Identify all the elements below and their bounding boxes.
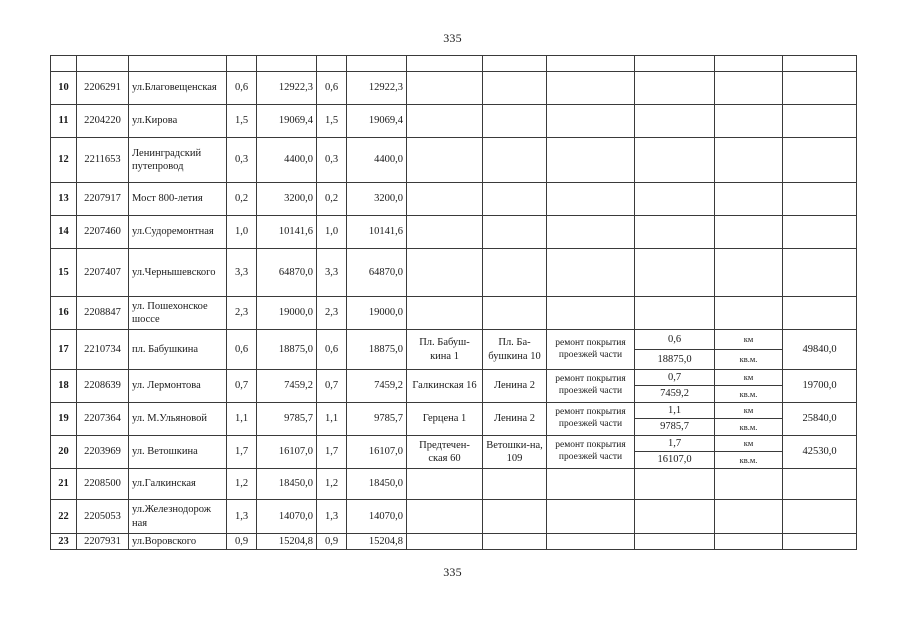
road-name: ул. Лермонтова: [129, 370, 227, 403]
road-area: 19069,4: [257, 105, 317, 138]
table-row: [51, 436, 857, 452]
road-code: 2205053: [77, 500, 129, 534]
work-type: ремонт покрытия проезжей части: [547, 436, 635, 469]
road-length: 0,7: [227, 370, 257, 403]
road-name: ул.Галкинская: [129, 469, 227, 500]
road-code: 2208847: [77, 297, 129, 330]
road-length: 0,3: [227, 138, 257, 183]
row-number: 23: [51, 534, 77, 550]
road-code: 2207917: [77, 183, 129, 216]
road-length: 1,0: [227, 216, 257, 249]
empty-cell: [715, 534, 783, 550]
road-area-2: 19000,0: [347, 297, 407, 330]
road-length: 0,6: [227, 72, 257, 105]
road-code: 2208500: [77, 469, 129, 500]
volume-length: 1,1: [635, 403, 715, 419]
empty-cell: [783, 249, 857, 297]
table-row: [51, 183, 857, 216]
empty-cell: [483, 138, 547, 183]
row-number: 15: [51, 249, 77, 297]
row-number: 12: [51, 138, 77, 183]
road-name: ул.Благовещенская: [129, 72, 227, 105]
page-number-top: 335: [443, 31, 462, 45]
empty-cell: [407, 56, 483, 72]
table-row: [51, 500, 857, 534]
cost: 19700,0: [783, 370, 857, 403]
page-number-bottom: 335: [443, 565, 462, 579]
table-row: [51, 72, 857, 105]
unit-sqm: кв.м.: [715, 350, 783, 370]
volume-area: 16107,0: [635, 452, 715, 469]
road-area: 9785,7: [257, 403, 317, 436]
road-code: 2207407: [77, 249, 129, 297]
road-length: 0,9: [227, 534, 257, 550]
road-name: ул.Воровского: [129, 534, 227, 550]
section-to: Пл. Ба-бушкина 10: [483, 330, 547, 370]
road-name: ул. Ветошкина: [129, 436, 227, 469]
row-number: 14: [51, 216, 77, 249]
road-length-2: 1,1: [317, 403, 347, 436]
cost: 42530,0: [783, 436, 857, 469]
table-row: [51, 370, 857, 386]
road-name: ул.Железнодорож ная: [129, 500, 227, 534]
road-area: 64870,0: [257, 249, 317, 297]
road-area-2: 4400,0: [347, 138, 407, 183]
empty-cell: [483, 249, 547, 297]
volume-length: 0,6: [635, 330, 715, 350]
empty-cell: [715, 72, 783, 105]
volume-area: 7459,2: [635, 386, 715, 403]
empty-cell: [407, 297, 483, 330]
road-length: 1,7: [227, 436, 257, 469]
empty-cell: [407, 249, 483, 297]
road-name: Ленинградский путепровод: [129, 138, 227, 183]
empty-cell: [547, 469, 635, 500]
row-number: 20: [51, 436, 77, 469]
road-area-2: 9785,7: [347, 403, 407, 436]
road-length-2: 0,7: [317, 370, 347, 403]
road-code: 2207364: [77, 403, 129, 436]
road-area-2: 18875,0: [347, 330, 407, 370]
empty-cell: [407, 500, 483, 534]
empty-cell: [715, 105, 783, 138]
empty-cell: [483, 534, 547, 550]
table-row: [51, 249, 857, 297]
road-length-2: 1,2: [317, 469, 347, 500]
road-length-2: 3,3: [317, 249, 347, 297]
road-name: ул. Пошехонское шоссе: [129, 297, 227, 330]
road-code: 2206291: [77, 72, 129, 105]
empty-cell: [715, 500, 783, 534]
section-from: Предтечен-ская 60: [407, 436, 483, 469]
road-name: ул.Кирова: [129, 105, 227, 138]
empty-cell: [483, 56, 547, 72]
empty-cell: [783, 105, 857, 138]
empty-cell: [407, 216, 483, 249]
empty-cell: [783, 297, 857, 330]
row-number: 10: [51, 72, 77, 105]
table-row: [51, 534, 857, 550]
empty-cell: [483, 469, 547, 500]
volume-area: 18875,0: [635, 350, 715, 370]
road-length-2: 0,9: [317, 534, 347, 550]
road-length-2: 1,3: [317, 500, 347, 534]
unit-km: км: [715, 370, 783, 386]
empty-cell: [783, 216, 857, 249]
empty-cell: [317, 56, 347, 72]
table-row: [51, 105, 857, 138]
empty-cell: [547, 534, 635, 550]
row-number: 16: [51, 297, 77, 330]
section-to: Ветошки-на, 109: [483, 436, 547, 469]
road-name: пл. Бабушкина: [129, 330, 227, 370]
road-length: 1,2: [227, 469, 257, 500]
unit-sqm: кв.м.: [715, 452, 783, 469]
empty-cell: [715, 216, 783, 249]
empty-cell: [77, 56, 129, 72]
row-number: 13: [51, 183, 77, 216]
empty-cell: [783, 72, 857, 105]
empty-cell: [227, 56, 257, 72]
empty-cell: [483, 105, 547, 138]
empty-cell: [407, 469, 483, 500]
empty-cell: [483, 216, 547, 249]
empty-cell: [51, 56, 77, 72]
work-type: ремонт покрытия проезжей части: [547, 370, 635, 403]
road-code: 2208639: [77, 370, 129, 403]
empty-cell: [715, 249, 783, 297]
table-row: [51, 330, 857, 350]
road-code: 2210734: [77, 330, 129, 370]
empty-cell: [635, 216, 715, 249]
road-area: 15204,8: [257, 534, 317, 550]
empty-cell: [483, 72, 547, 105]
road-length: 1,3: [227, 500, 257, 534]
empty-cell: [783, 469, 857, 500]
road-length-2: 1,5: [317, 105, 347, 138]
section-from: Герцена 1: [407, 403, 483, 436]
section-from: Пл. Бабуш-кина 1: [407, 330, 483, 370]
empty-cell: [547, 249, 635, 297]
row-number: 11: [51, 105, 77, 138]
volume-length: 1,7: [635, 436, 715, 452]
work-type: ремонт покрытия проезжей части: [547, 403, 635, 436]
road-length-2: 0,2: [317, 183, 347, 216]
header-continuation-row: [51, 56, 857, 72]
road-area: 14070,0: [257, 500, 317, 534]
unit-km: км: [715, 436, 783, 452]
road-area-2: 14070,0: [347, 500, 407, 534]
road-length-2: 0,6: [317, 72, 347, 105]
road-length: 0,6: [227, 330, 257, 370]
empty-cell: [635, 534, 715, 550]
row-number: 22: [51, 500, 77, 534]
empty-cell: [635, 72, 715, 105]
table-row: [51, 403, 857, 419]
empty-cell: [715, 297, 783, 330]
empty-cell: [407, 138, 483, 183]
empty-cell: [635, 469, 715, 500]
section-to: Ленина 2: [483, 403, 547, 436]
row-number: 17: [51, 330, 77, 370]
empty-cell: [129, 56, 227, 72]
road-area: 7459,2: [257, 370, 317, 403]
empty-cell: [783, 56, 857, 72]
row-number: 21: [51, 469, 77, 500]
empty-cell: [483, 500, 547, 534]
road-area-2: 16107,0: [347, 436, 407, 469]
empty-cell: [635, 105, 715, 138]
empty-cell: [407, 534, 483, 550]
road-area-2: 3200,0: [347, 183, 407, 216]
road-area: 18450,0: [257, 469, 317, 500]
road-code: 2204220: [77, 105, 129, 138]
empty-cell: [635, 500, 715, 534]
road-code: 2207931: [77, 534, 129, 550]
work-type: ремонт покрытия проезжей части: [547, 330, 635, 370]
road-area: 16107,0: [257, 436, 317, 469]
road-area: 10141,6: [257, 216, 317, 249]
empty-cell: [635, 297, 715, 330]
empty-cell: [257, 56, 317, 72]
road-area: 12922,3: [257, 72, 317, 105]
road-length-2: 1,0: [317, 216, 347, 249]
table-row: [51, 216, 857, 249]
empty-cell: [783, 138, 857, 183]
road-area-2: 7459,2: [347, 370, 407, 403]
unit-sqm: кв.м.: [715, 419, 783, 436]
road-name: Мост 800-летия: [129, 183, 227, 216]
table-row: [51, 297, 857, 330]
road-area: 3200,0: [257, 183, 317, 216]
empty-cell: [547, 183, 635, 216]
road-area: 19000,0: [257, 297, 317, 330]
road-code: 2211653: [77, 138, 129, 183]
empty-cell: [635, 138, 715, 183]
empty-cell: [635, 249, 715, 297]
empty-cell: [547, 500, 635, 534]
empty-cell: [483, 183, 547, 216]
empty-cell: [635, 56, 715, 72]
section-from: Галкинская 16: [407, 370, 483, 403]
empty-cell: [547, 56, 635, 72]
road-length: 3,3: [227, 249, 257, 297]
road-name: ул.Чернышевского: [129, 249, 227, 297]
empty-cell: [483, 297, 547, 330]
road-length: 1,5: [227, 105, 257, 138]
unit-km: км: [715, 403, 783, 419]
section-to: Ленина 2: [483, 370, 547, 403]
table-row: [51, 138, 857, 183]
table-row: [51, 469, 857, 500]
road-length: 0,2: [227, 183, 257, 216]
empty-cell: [635, 183, 715, 216]
empty-cell: [715, 138, 783, 183]
unit-sqm: кв.м.: [715, 386, 783, 403]
empty-cell: [715, 183, 783, 216]
road-name: ул. М.Ульяновой: [129, 403, 227, 436]
road-length-2: 0,3: [317, 138, 347, 183]
empty-cell: [407, 105, 483, 138]
road-area-2: 12922,3: [347, 72, 407, 105]
empty-cell: [547, 138, 635, 183]
road-length-2: 2,3: [317, 297, 347, 330]
cost: 25840,0: [783, 403, 857, 436]
volume-length: 0,7: [635, 370, 715, 386]
road-area: 18875,0: [257, 330, 317, 370]
unit-km: км: [715, 330, 783, 350]
cost: 49840,0: [783, 330, 857, 370]
road-area-2: 15204,8: [347, 534, 407, 550]
row-number: 19: [51, 403, 77, 436]
empty-cell: [783, 500, 857, 534]
empty-cell: [547, 72, 635, 105]
empty-cell: [783, 183, 857, 216]
road-length-2: 1,7: [317, 436, 347, 469]
empty-cell: [715, 56, 783, 72]
row-number: 18: [51, 370, 77, 403]
empty-cell: [547, 105, 635, 138]
road-area-2: 19069,4: [347, 105, 407, 138]
empty-cell: [715, 469, 783, 500]
road-area-2: 18450,0: [347, 469, 407, 500]
empty-cell: [547, 216, 635, 249]
roads-table: [50, 55, 857, 550]
road-area-2: 64870,0: [347, 249, 407, 297]
road-area: 4400,0: [257, 138, 317, 183]
empty-cell: [547, 297, 635, 330]
road-area-2: 10141,6: [347, 216, 407, 249]
empty-cell: [407, 183, 483, 216]
road-code: 2207460: [77, 216, 129, 249]
volume-area: 9785,7: [635, 419, 715, 436]
road-length-2: 0,6: [317, 330, 347, 370]
road-length: 1,1: [227, 403, 257, 436]
road-name: ул.Судоремонтная: [129, 216, 227, 249]
road-code: 2203969: [77, 436, 129, 469]
empty-cell: [783, 534, 857, 550]
road-length: 2,3: [227, 297, 257, 330]
empty-cell: [347, 56, 407, 72]
empty-cell: [407, 72, 483, 105]
